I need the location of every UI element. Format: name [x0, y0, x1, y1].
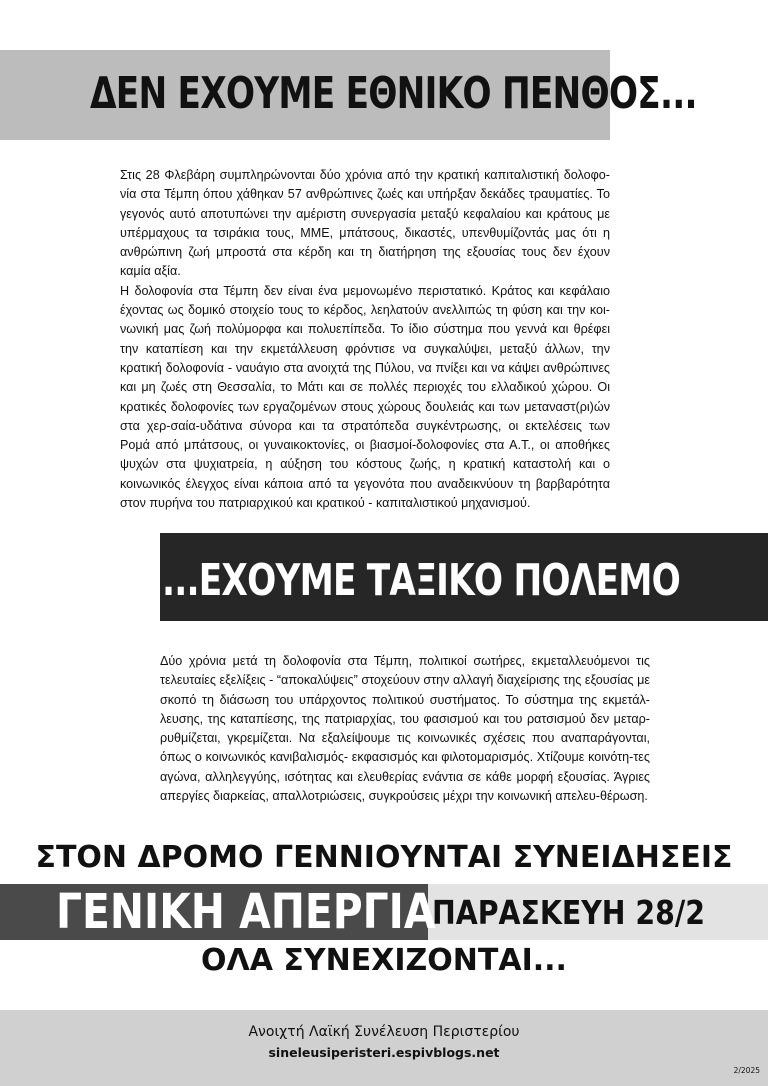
slogan-street: ΣΤΟΝ ΔΡΟΜΟ ΓΕΝΝΙΟΥΝΤΑΙ ΣΥΝΕΙΔΗΣΕΙΣ: [35, 840, 733, 875]
heading-class-war: ...ΕΧΟΥΜΕ ΤΑΞΙΚΟ ΠΟΛΕΜΟ: [162, 555, 681, 606]
heading-national-mourning: ΔΕΝ ΕΧΟΥΜΕ ΕΘΝΙΚΟ ΠΕΝΘΟΣ...: [90, 68, 697, 119]
paragraph-3: Δύο χρόνια μετά τη δολοφονία στα Τέμπη, πολιτικοί σωτήρες, εκμεταλλευόμενοι τις τελευταίες εξελίξεις - “αποκαλύψεις” στοχεύουν στην αλλαγή διαχείρισης της εξουσίας με σκοπό τη διάσωση του υπάρχοντος πολιτικού συστήματος. Το σύστημα της εκμετάλ-λευσης, της καταπίεσης, της πατριαρχίας, του φασισμού και του ρατσισμού δεν μεταρ-ρυθμίζεται, γκρεμίζεται. Να εξαλείψουμε τις κοινωνικές σχέσεις που αναπαράγονται, όπως ο κοινωνικός κανιβαλισμός- εκφασισμός και φιλοτομαρισμός. Χτίζουμε κοινότη-τες αγώνα, αλληλεγγύης, ισότητας και ελευθερίας ενάντια σε κάθε μορφή εξουσίας. Άγριες απεργίες διαρκείας, απαλλοτριώσεις, συγκρούσεις μέχρι την κοινωνική απελευ-θέρωση.: [160, 654, 650, 804]
footer-date: 2/2025: [733, 1066, 760, 1075]
paragraph-1: Στις 28 Φλεβάρη συμπληρώνονται δύο χρόνια από την κρατική καπιταλιστική δολοφο-νία στα Τέμπη όπου χάθηκαν 57 ανθρώπινες ζωές και υπήρξαν δεκάδες τραυματίες. Το γεγονός αυτό αποτυπώνει την αμέριστη συνεργασία μεταξύ κεφαλαίου και κράτους με υπέρμαχους τα τσιράκια τους, ΜΜΕ, μπάτσους, δικαστές, υπενθυμίζοντάς μας ότι η ανθρώπινη ζωή μπροστά στα κέρδη και τη διατήρηση της εξουσίας τους δεν έχουν καμία αξία.: [120, 168, 610, 279]
body-text-2: [160, 652, 650, 806]
paragraph-2: Η δολοφονία στα Τέμπη δεν είναι ένα μεμονωμένο περιστατικό. Κράτος και κεφάλαιο έχοντας ως δομικό στοιχείο τους το κέρδος, λεηλατούν ανελλιπώς τη φύση και την κοι-νωνική μας ζωή πολύμορφα και πολυεπίπεδα. Το ίδιο σύστημα που γεννά και θρέφει την καταπίεση και την εκμετάλλευση φρόντισε να συγκαλύψει, μεταξύ άλλων, την κρατική δολοφονία - ναυάγιο στα ανοιχτά της Πύλου, να πνίξει και να κάψει ανθρώπινες και μη ζωές στη Θεσσαλία, το Μάτι και σε πολλές περιοχές του ελλαδικού χώρου. Οι κρατικές δολοφονίες των εργαζομένων στους χώρους δουλειάς και των μεταναστ(ρι)ών στα χερ-σαία-υδάτινα σύνορα και τα στρατόπεδα συγκέντρωσης, οι εκτελέσεις των Ρομά από μπάτσους, οι γυναικοκτονίες, οι βιασμοί-δολοφονίες στα Α.Τ., οι αποθήκες ψυχών στα ψυχιατρεία, η αύξηση του κόστους ζωής, η κρατική καταστολή και ο κοινωνικός έλεγχος είναι κάποια από τα γεγονότα που αναδεικνύουν τη βαρβαρότητα στον πυρήνα του πατριαρχικού και κρατικού - καπιταλιστικού μηχανισμού.: [120, 283, 610, 511]
footer-website: sineleusiperisteri.espivblogs.net: [268, 1045, 500, 1060]
strike-date: ΠΑΡΑΣΚΕΥΗ 28/2: [432, 893, 706, 932]
body-text-1: [120, 166, 610, 513]
general-strike-heading: ΓΕΝΙΚΗ ΑΠΕΡΓΙΑ: [56, 884, 436, 940]
footer-organization: Ανοιχτή Λαϊκή Συνέλευση Περιστερίου: [248, 1024, 520, 1040]
slogan-continue: ΟΛΑ ΣΥΝΕΧΙΖΟΝΤΑΙ...: [201, 943, 567, 978]
